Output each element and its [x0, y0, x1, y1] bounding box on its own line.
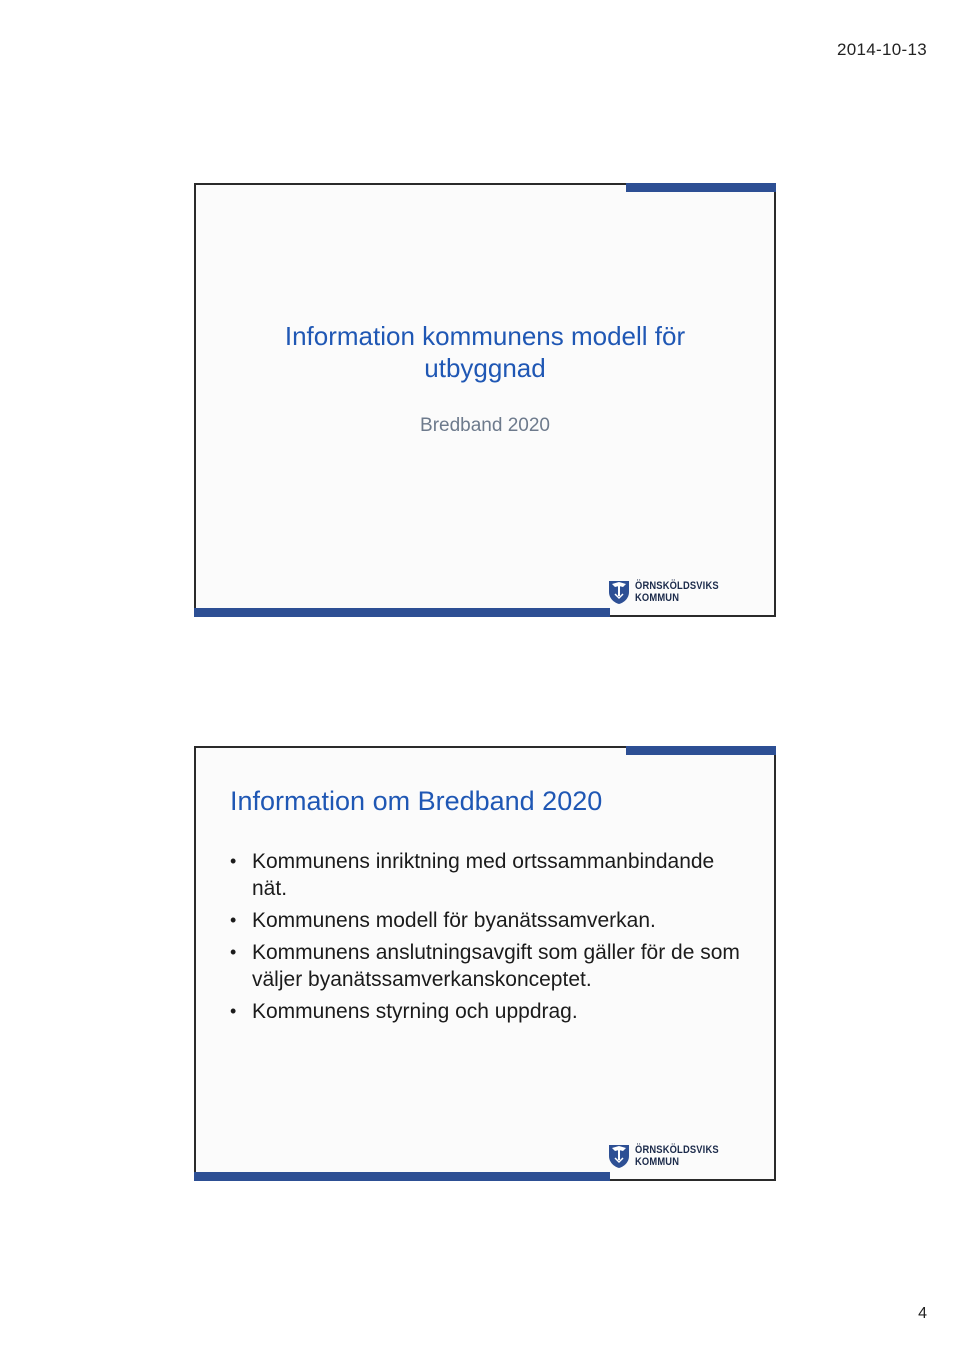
- slide-title-line-2: utbyggnad: [424, 353, 546, 383]
- bullet-item: • Kommunens modell för byanätssamverkan.: [230, 907, 750, 934]
- slide-title-line-1: Information kommunens modell för: [284, 321, 686, 351]
- bullet-list: [230, 848, 750, 1030]
- bullet-item: • Kommunens inriktning med ortssammanbindande nät.: [230, 848, 750, 902]
- kommun-logo: [608, 579, 734, 605]
- coat-of-arms-icon: [608, 1143, 630, 1169]
- slide-top-accent-bar: [626, 183, 776, 192]
- slide-content: [194, 746, 776, 1181]
- page-number: 4: [918, 1305, 927, 1322]
- bullet-item: • Kommunens styrning och uppdrag.: [230, 998, 750, 1025]
- logo-text: [635, 580, 719, 604]
- slide-bottom-accent-bar: [194, 1172, 610, 1181]
- slide-title-text: [196, 320, 774, 384]
- slide-top-accent-bar: [626, 746, 776, 755]
- slide-subtitle: Bredband 2020: [420, 415, 550, 436]
- kommun-logo: [608, 1143, 734, 1169]
- logo-line-2: KOMMUN: [635, 1156, 680, 1168]
- logo-line-1: ÖRNSKÖLDSVIKS: [635, 1144, 720, 1156]
- slide-title: [194, 183, 776, 617]
- slide-bottom-accent-bar: [194, 608, 610, 617]
- logo-line-1: ÖRNSKÖLDSVIKS: [635, 580, 720, 592]
- logo-line-2: KOMMUN: [635, 592, 680, 604]
- bullet-item: • Kommunens anslutningsavgift som gäller för de som väljer byanätssamverkanskonceptet.: [230, 939, 750, 993]
- slide-heading: Information om Bredband 2020: [230, 786, 603, 816]
- page-date: 2014-10-13: [837, 40, 927, 59]
- coat-of-arms-icon: [608, 579, 630, 605]
- logo-text: [635, 1144, 719, 1168]
